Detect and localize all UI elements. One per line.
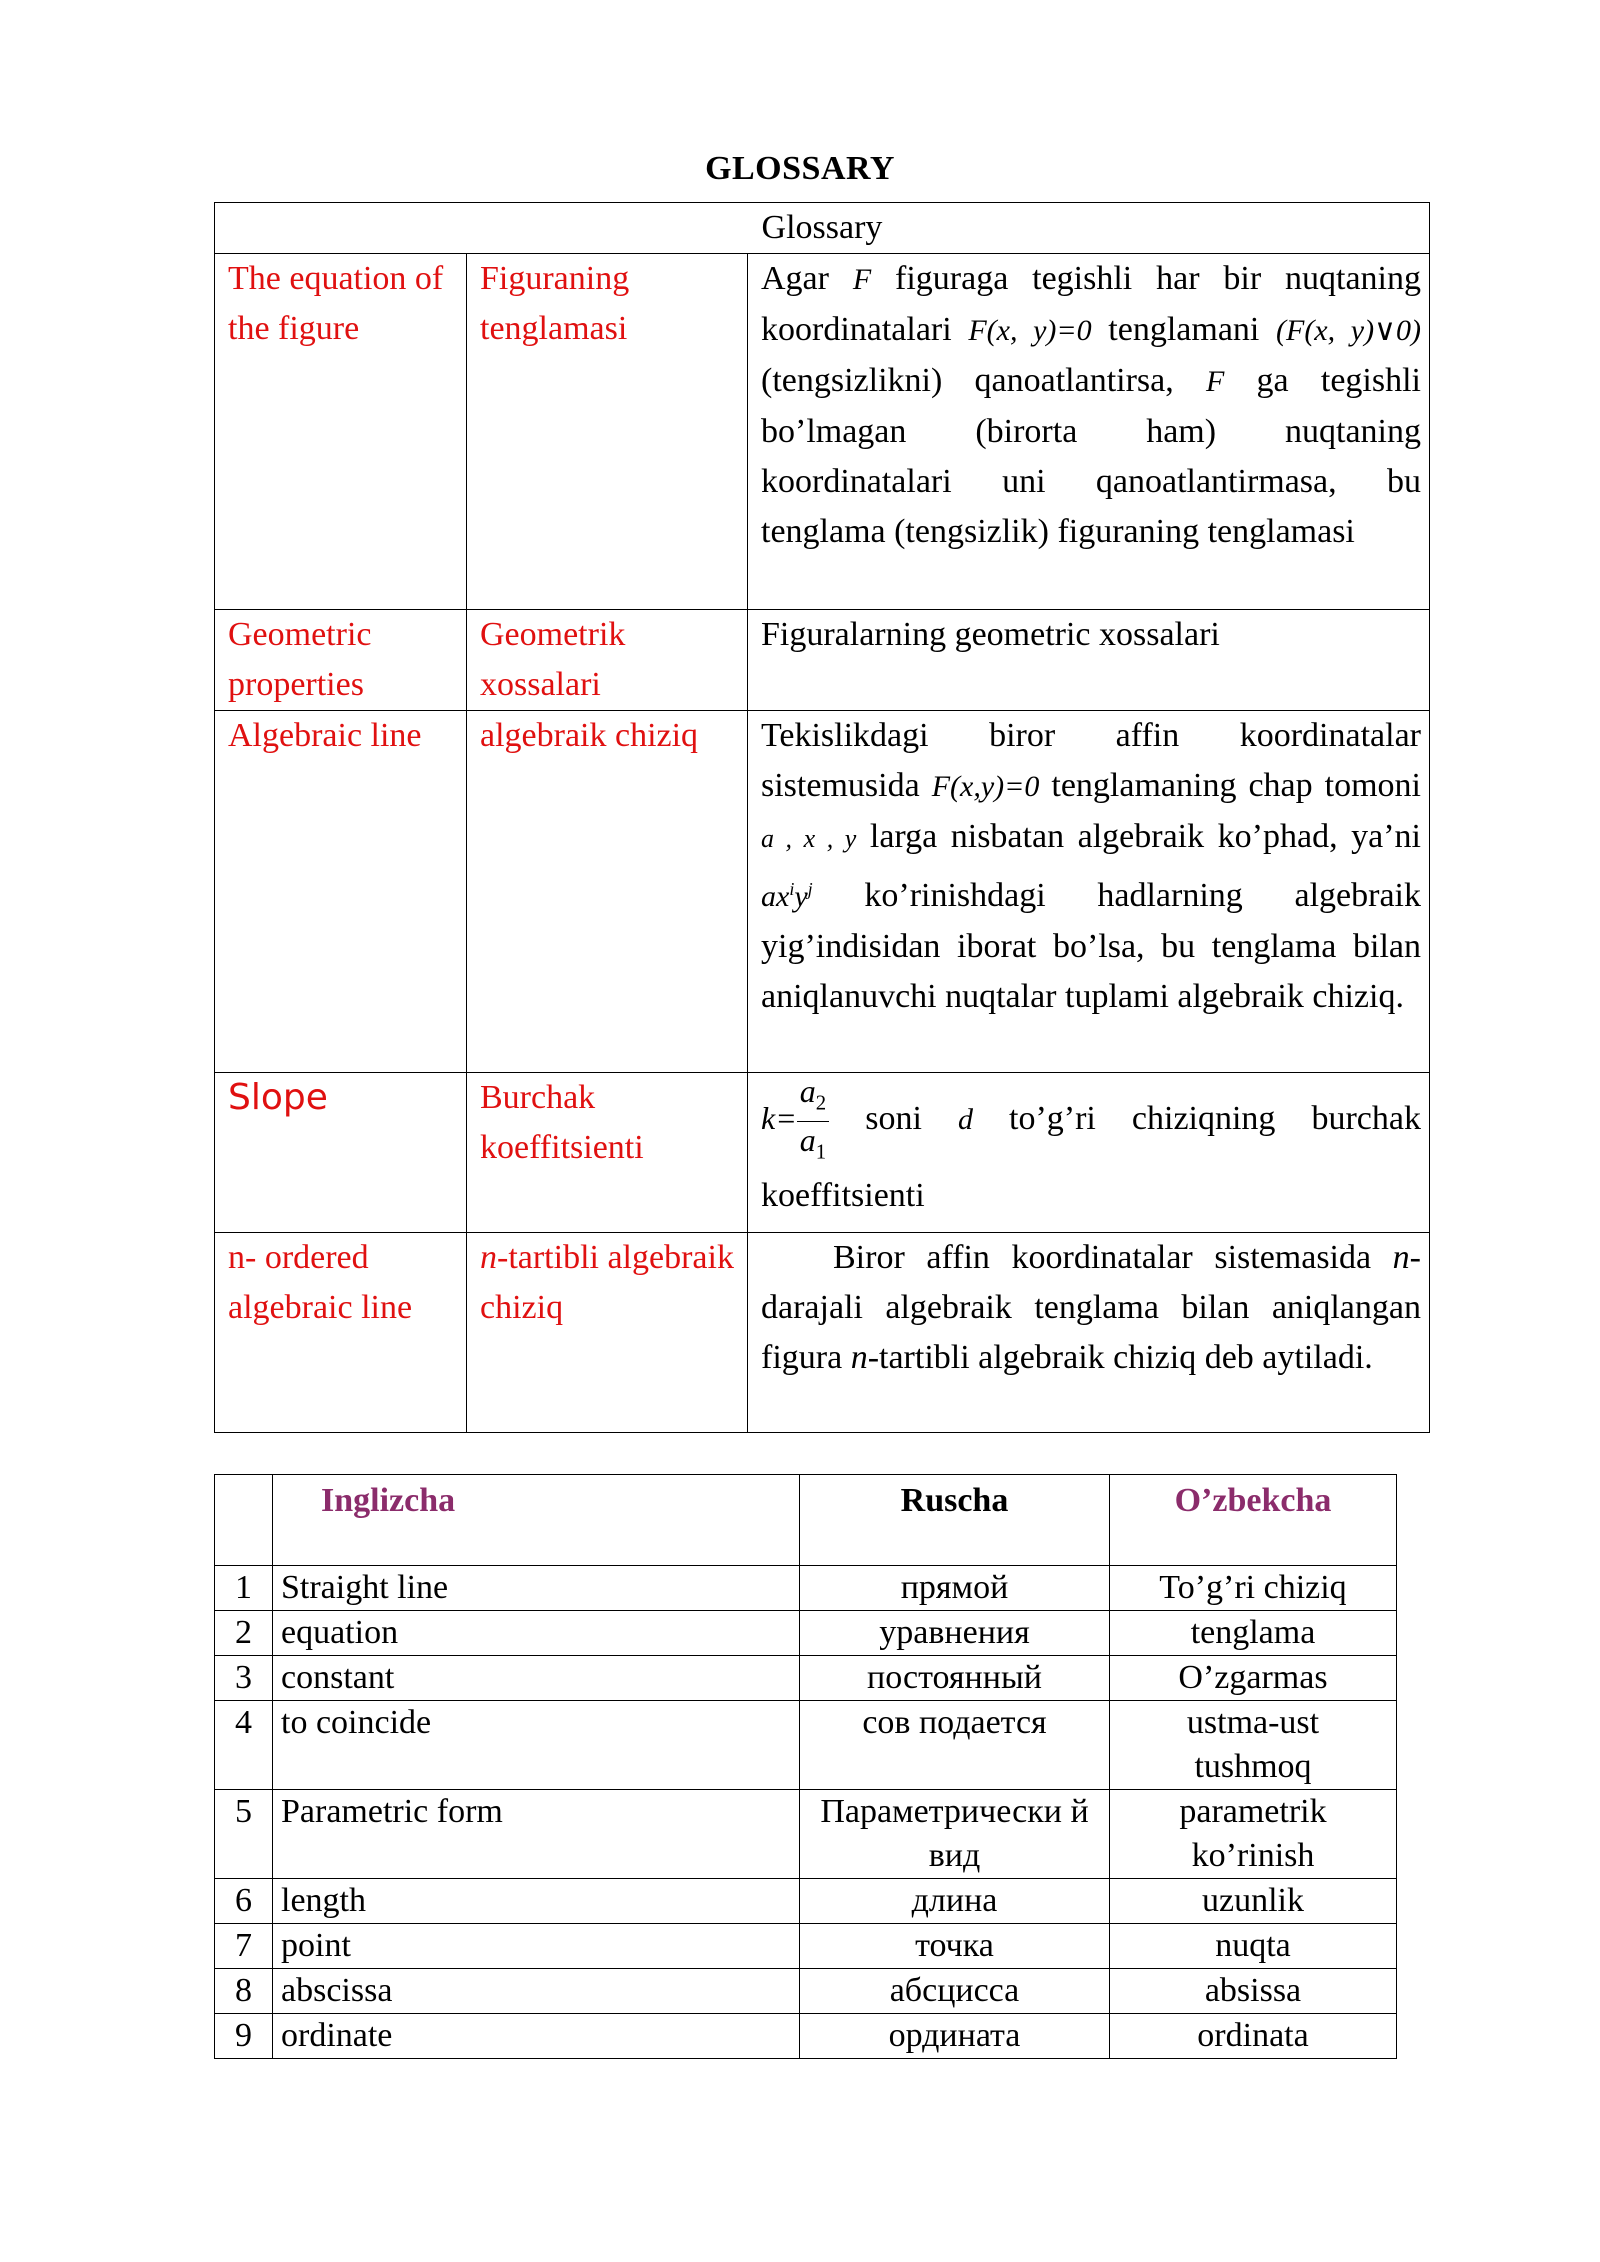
row-number: 7 (215, 1924, 273, 1969)
glossary-row (215, 610, 1430, 711)
uzbek-term: To’g’ri chiziq (1110, 1566, 1397, 1611)
term-english: The equation of the figure (215, 254, 467, 610)
russian-term: точка (800, 1924, 1110, 1969)
table-row (215, 1656, 1397, 1701)
vocabulary-table (214, 1474, 1397, 2059)
uzbek-term: ustma-ust tushmoq (1110, 1701, 1397, 1790)
uzbek-term: ordinata (1110, 2014, 1397, 2059)
uzbek-term: uzunlik (1110, 1879, 1397, 1924)
term-definition: Tekislikdagi biror affin koordinatalar sistemusida F(x,y)=0 tenglamaning chap tomoni a , x , y larga nisbatan algebraik ko’phad, ya’ni $ax^iy^j$ ko’rinishdagi hadlarning algebraik yig’indisidan iborat bo’lsa, bu tenglama bilan aniqlanuvchi nuqtalar tuplami algebraik chiziq. (748, 711, 1430, 1073)
uzbek-term: nuqta (1110, 1924, 1397, 1969)
table-row (215, 1790, 1397, 1879)
russian-term: длина (800, 1879, 1110, 1924)
english-term: to coincide (273, 1701, 800, 1790)
uzbek-term: O’zgarmas (1110, 1656, 1397, 1701)
row-number: 8 (215, 1969, 273, 2014)
english-term: Straight line (273, 1566, 800, 1611)
number-header (215, 1475, 273, 1566)
term-uzbek: n-tartibli algebraik chiziq (467, 1233, 748, 1433)
slope-formula: k= $\frac{a_2}{a_1}$ (761, 1100, 829, 1136)
english-term: ordinate (273, 2014, 800, 2059)
russian-term: прямой (800, 1566, 1110, 1611)
table-row (215, 1924, 1397, 1969)
english-term: abscissa (273, 1969, 800, 2014)
glossary-header: Glossary (215, 203, 1430, 254)
english-term: equation (273, 1611, 800, 1656)
term-english: Geometric properties (215, 610, 467, 711)
monomial-formula: $ax^iy^j$ (761, 879, 813, 913)
term-definition: Biror affin koordinatalar sistemasida n-darajali algebraik tenglama bilan aniqlangan figura n-tartibli algebraik chiziq deb aytiladi. (748, 1233, 1430, 1433)
english-term: Parametric form (273, 1790, 800, 1879)
english-term: constant (273, 1656, 800, 1701)
glossary-row (215, 711, 1430, 1073)
russian-term: ордината (800, 2014, 1110, 2059)
russian-header: Ruscha (800, 1475, 1110, 1566)
table-row (215, 1566, 1397, 1611)
table-row (215, 2014, 1397, 2059)
russian-term: Параметрически й вид (800, 1790, 1110, 1879)
term-definition: Agar F figuraga tegishli har bir nuqtaning koordinatalari F(x, y)=0 tenglamani (F(x, y)∨0) (tengsizlikni) qanoatlantirsa, F ga tegishli bo’lmagan (birorta ham) nuqtaning koordinatalari uni qanoatlantirmasa, bu tenglama (tengsizlik) figuraning tenglamasi (748, 254, 1430, 610)
uzbek-term: tenglama (1110, 1611, 1397, 1656)
term-definition: Figuralarning geometric xossalari (748, 610, 1430, 711)
english-term: length (273, 1879, 800, 1924)
russian-term: уравнения (800, 1611, 1110, 1656)
row-number: 3 (215, 1656, 273, 1701)
page-title: GLOSSARY (705, 150, 895, 187)
uzbek-term: absissa (1110, 1969, 1397, 2014)
english-header: Inglizcha (273, 1475, 800, 1566)
term-english: Slope (215, 1073, 467, 1233)
table-row (215, 1611, 1397, 1656)
term-uzbek: Figuraning tenglamasi (467, 254, 748, 610)
glossary-header-row (215, 203, 1430, 254)
row-number: 4 (215, 1701, 273, 1790)
russian-term: абсцисса (800, 1969, 1110, 2014)
russian-term: сов подается (800, 1701, 1110, 1790)
term-english: n- ordered algebraic line (215, 1233, 467, 1433)
term-definition: k= $\frac{a_2}{a_1}$ soni d to’g’ri chiziqning burchak koeffitsienti (748, 1073, 1430, 1233)
term-uzbek: Burchak koeffitsienti (467, 1073, 748, 1233)
row-number: 6 (215, 1879, 273, 1924)
uzbek-term: parametrik ko’rinish (1110, 1790, 1397, 1879)
row-number: 1 (215, 1566, 273, 1611)
row-number: 2 (215, 1611, 273, 1656)
term-uzbek: algebraik chiziq (467, 711, 748, 1073)
glossary-row (215, 1073, 1430, 1233)
russian-term: постоянный (800, 1656, 1110, 1701)
row-number: 5 (215, 1790, 273, 1879)
glossary-row (215, 254, 1430, 610)
inequality-formula: (F(x, y)∨0) (1276, 314, 1422, 347)
term-uzbek: Geometrik xossalari (467, 610, 748, 711)
vocabulary-header-row (215, 1475, 1397, 1566)
table-row (215, 1969, 1397, 2014)
table-row (215, 1879, 1397, 1924)
table-row (215, 1701, 1397, 1790)
glossary-table (214, 202, 1430, 1433)
glossary-row (215, 1233, 1430, 1433)
uzbek-header: O’zbekcha (1110, 1475, 1397, 1566)
row-number: 9 (215, 2014, 273, 2059)
term-english: Algebraic line (215, 711, 467, 1073)
english-term: point (273, 1924, 800, 1969)
